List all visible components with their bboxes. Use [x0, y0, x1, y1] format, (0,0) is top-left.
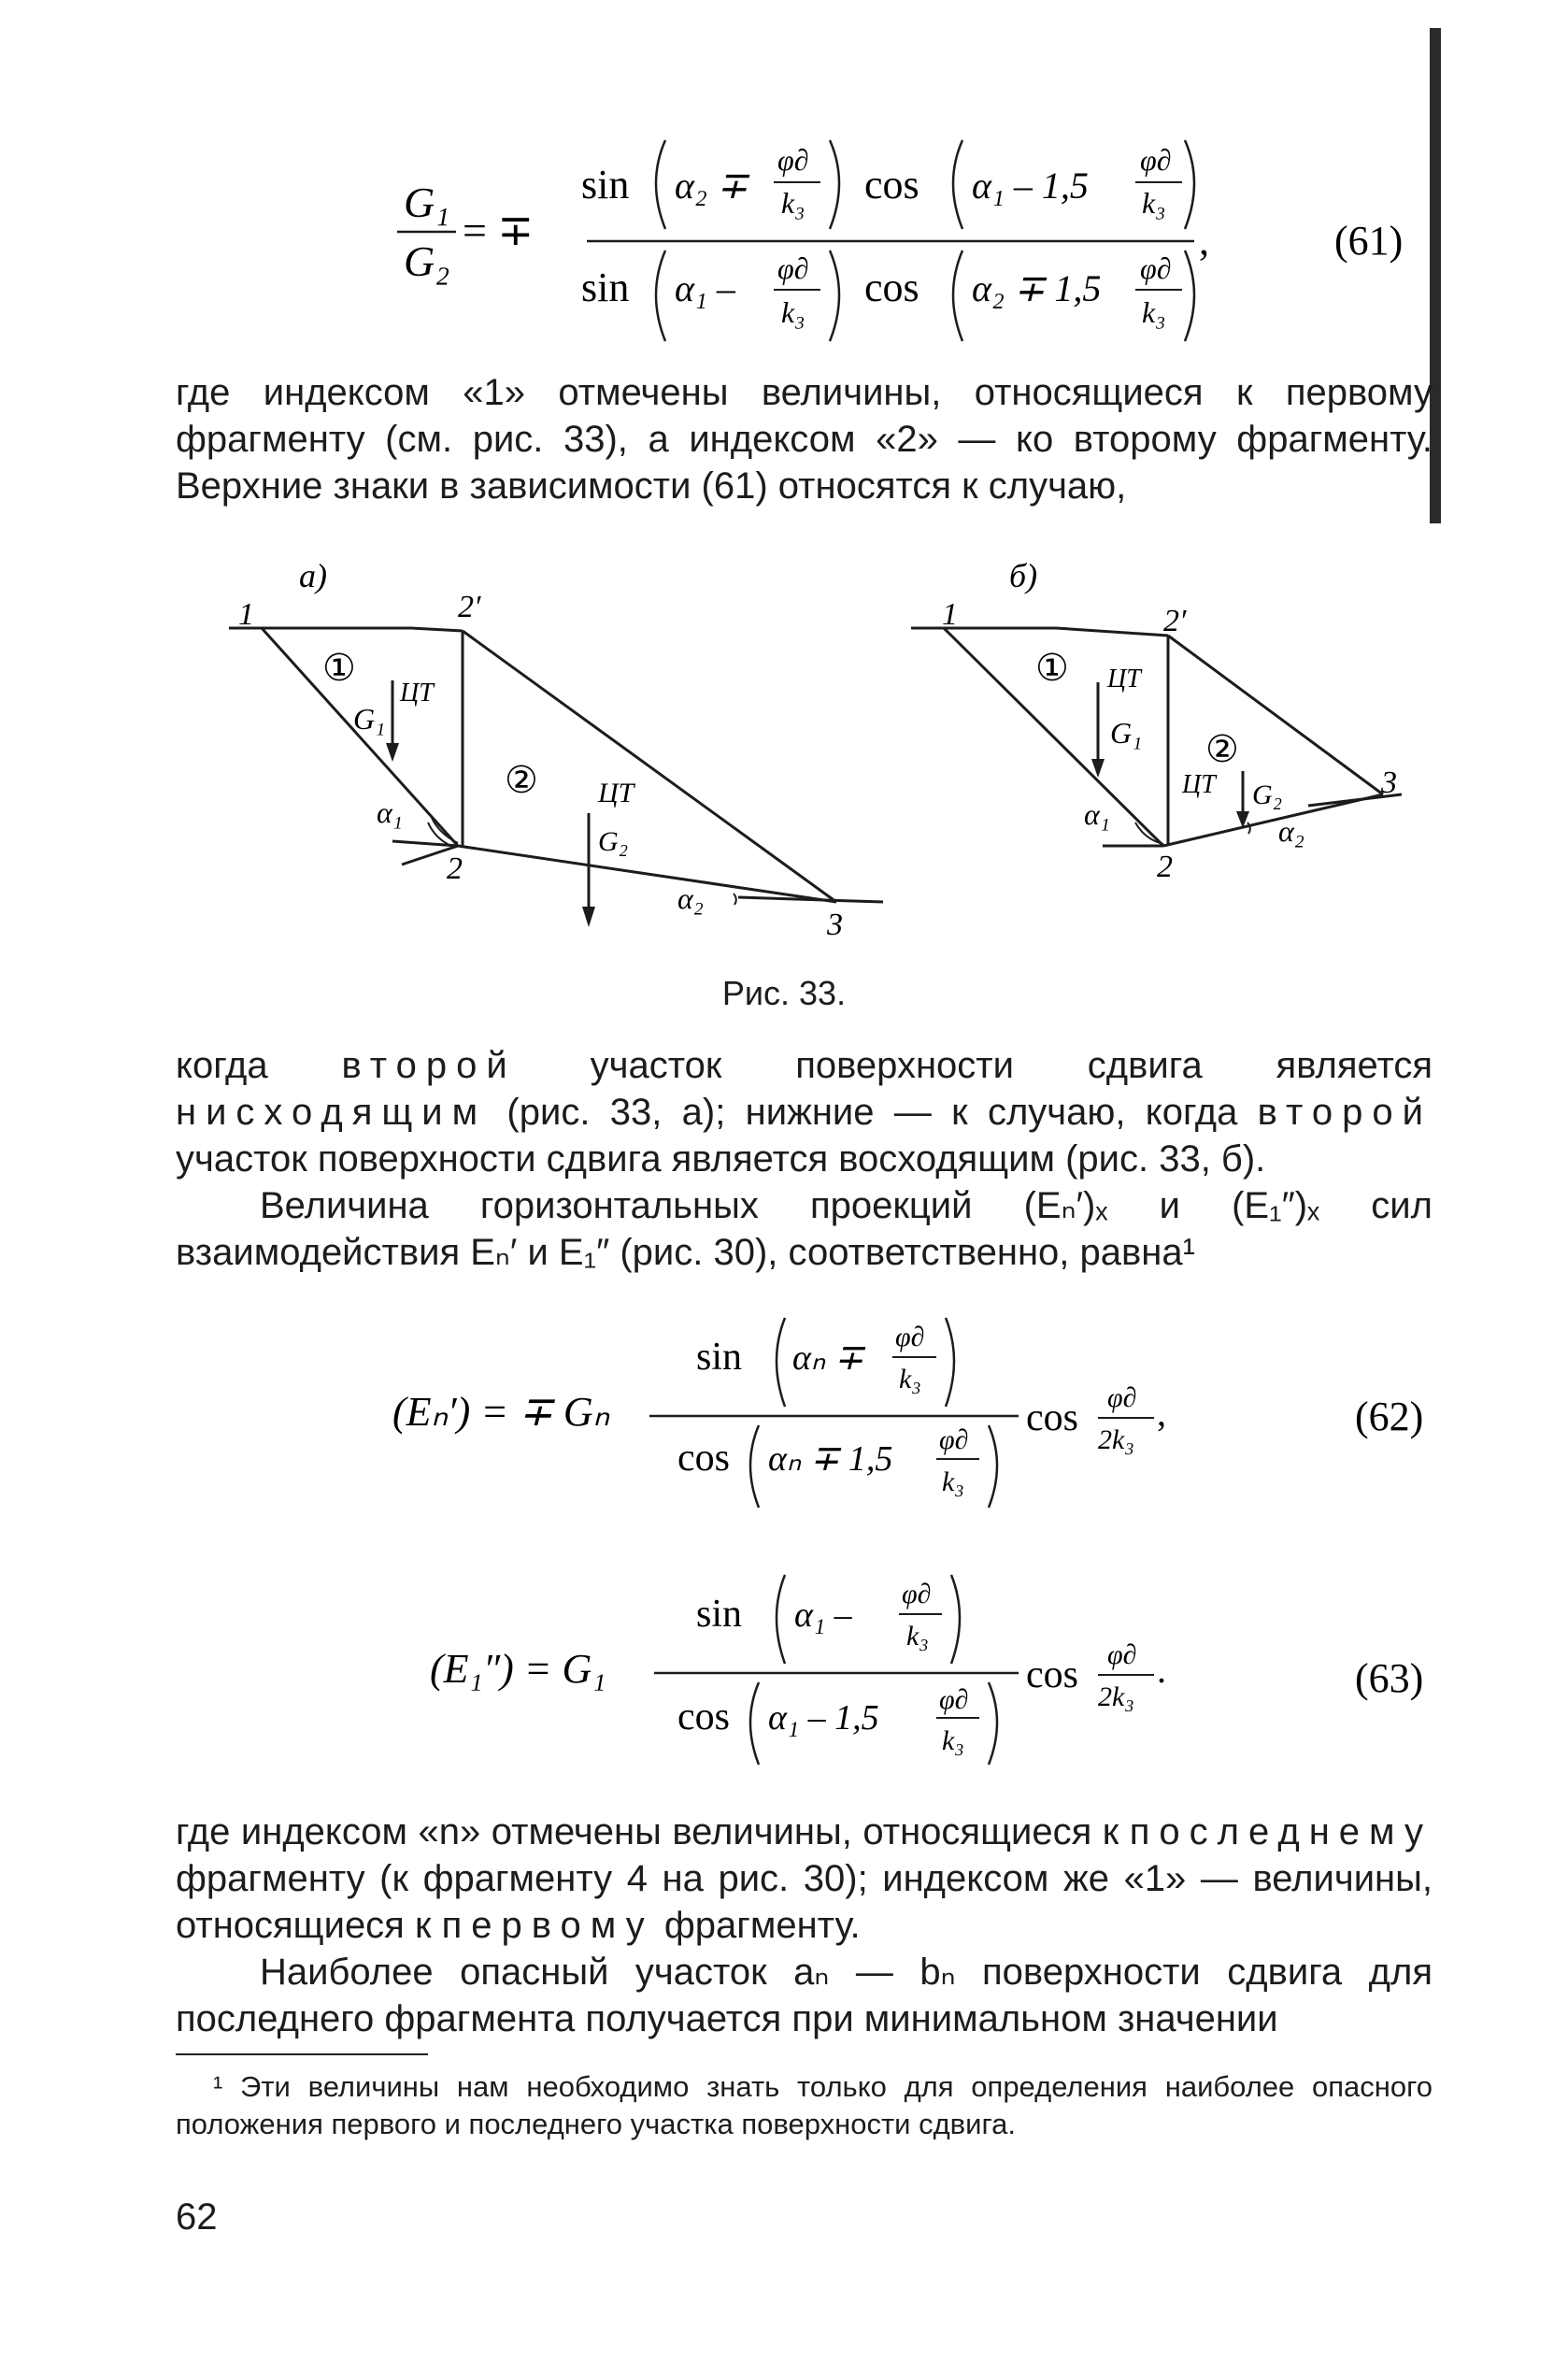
eq63-den-cos-arg: α₁ – 1,5: [768, 1698, 879, 1738]
fig-b-point-2: 2: [1157, 850, 1173, 884]
p4-part-d: первому: [441, 1905, 654, 1946]
eq61-phi-2: φ∂: [1140, 143, 1172, 177]
fig-a-point-2prime: 2′: [458, 590, 481, 624]
eq61-den-sin-arg: α₁ –: [675, 267, 735, 309]
fig-a-point-1: 1: [238, 597, 254, 632]
eq61-phi-4: φ∂: [1140, 251, 1172, 285]
paragraph-5: [176, 1949, 1433, 2042]
eq63-tail-den: 2k₃: [1098, 1681, 1134, 1712]
eq62-tail-phi: φ∂: [1107, 1382, 1137, 1413]
p2-part-c: участок поверхности сдвига является: [516, 1045, 1433, 1086]
fig-panel-b-label: б): [1009, 557, 1038, 594]
fig-a-g1: G₁: [353, 702, 386, 736]
equation-63: [0, 1561, 1568, 1766]
fig-b-g2: G₂: [1252, 779, 1283, 810]
fig-b-point-2prime: 2′: [1163, 604, 1187, 638]
fig-b-fragment-2: ②: [1205, 728, 1239, 770]
eq62-den-cos: cos: [677, 1437, 730, 1480]
eq61-k-3: k₃: [781, 295, 805, 329]
paragraph-1: [176, 369, 1433, 509]
equation-62: [0, 1304, 1568, 1509]
eq62-k-1: k₃: [899, 1364, 921, 1394]
fig-a-fragment-1: ①: [322, 647, 356, 689]
p2-part-g: участок поверхности сдвига является восходящим (рис. 33, б).: [176, 1138, 1266, 1180]
eq62-phi-1: φ∂: [895, 1322, 925, 1352]
fig-b-g1: G₁: [1110, 716, 1143, 750]
paragraph-3: [176, 1182, 1433, 1276]
paragraph-1-text: где индексом «1» отмечены величины, относящиеся к первому фрагменту (см. рис. 33), а индексом «2» — ко второму фрагменту. Верхние знаки в зависимости (61) относятся к случаю,: [176, 372, 1433, 507]
fig-b-ct-1: ЦТ: [1107, 665, 1141, 694]
fig-b-alpha1: α₁: [1084, 797, 1110, 831]
eq63-phi-2: φ∂: [939, 1684, 969, 1715]
eq61-number: (61): [1334, 218, 1404, 264]
eq61-den-sin: sin: [581, 265, 630, 310]
eq61-phi-3: φ∂: [777, 251, 809, 285]
eq61-den-cos-arg: α₂ ∓ 1,5: [972, 267, 1102, 309]
eq62-den-cos-arg: αₙ ∓ 1,5: [768, 1439, 893, 1479]
fig-b-point-1: 1: [942, 597, 958, 632]
footnote-text: ¹ Эти величины нам необходимо знать только для определения наиболее опасного положения первого и последнего участка поверхности сдвига.: [176, 2070, 1433, 2140]
eq63-den-cos: cos: [677, 1695, 730, 1738]
p4-part-c: фрагменту (к фрагменту 4 на рис. 30); индексом же «1» — величины, относящиеся к: [176, 1858, 1433, 1946]
paragraph-3-text: Величина горизонтальных проекций (Eₙ′)ₓ и (E₁″)ₓ сил взаимодействия Eₙ′ и E₁″ (рис. 30), соответственно, равна¹: [176, 1185, 1433, 1273]
fig-a-point-3: 3: [827, 908, 843, 942]
fig-panel-a-label: а): [299, 557, 327, 594]
fig-a-ct-1: ЦТ: [400, 679, 434, 708]
eq63-tail-phi: φ∂: [1107, 1639, 1137, 1670]
p2-part-e: (рис. 33, а); нижние — к случаю, когда: [487, 1092, 1258, 1133]
eq62-num-sin: sin: [696, 1336, 743, 1379]
eq63-number: (63): [1355, 1655, 1424, 1701]
p2-part-a: когда: [176, 1045, 342, 1086]
figure-33: [0, 542, 1568, 981]
eq61-num-cos: cos: [864, 162, 919, 207]
fig-b-point-3: 3: [1381, 765, 1397, 800]
eq61-num-sin-arg: α₂ ∓: [675, 164, 748, 207]
paragraph-4: [176, 1809, 1433, 1949]
footnote-rule: [176, 2053, 428, 2055]
fig-a-g2: G₂: [598, 826, 629, 857]
p4-part-a: где индексом «n» отмечены величины, относящиеся к: [176, 1811, 1130, 1852]
eq61-k-4: k₃: [1142, 295, 1166, 329]
eq63-num-sin-arg: α₁ –: [794, 1595, 852, 1635]
eq61-sign: = ∓: [463, 207, 534, 254]
eq61-num-cos-arg: α₁ – 1,5: [972, 164, 1089, 207]
paragraph-5-text: Наиболее опасный участок aₙ — bₙ поверхности сдвига для последнего фрагмента получается при минимальном значении: [176, 1952, 1433, 2039]
eq63-k-2: k₃: [942, 1725, 964, 1756]
paragraph-2: [176, 1042, 1433, 1182]
eq62-k-2: k₃: [942, 1466, 964, 1497]
eq63-k-1: k₃: [906, 1621, 929, 1652]
p2-part-d: нисходящим: [176, 1092, 488, 1133]
svg-text:,: ,: [1157, 1392, 1166, 1434]
eq61-num-sin: sin: [581, 162, 630, 207]
figure-caption: Рис. 33.: [721, 974, 847, 1012]
eq62-tail-den: 2k₃: [1098, 1424, 1134, 1455]
eq62-number: (62): [1355, 1394, 1424, 1439]
p2-part-f: второй: [1257, 1092, 1433, 1133]
svg-text:,: ,: [1199, 218, 1209, 264]
fig-a-alpha2: α₂: [677, 881, 704, 915]
svg-text:.: .: [1157, 1649, 1166, 1691]
fig-a-alpha1: α₁: [377, 795, 403, 829]
eq61-k-1: k₃: [781, 186, 805, 220]
eq61-phi-1: φ∂: [777, 143, 809, 177]
fig-a-point-2: 2: [447, 851, 463, 886]
equation-61-svg: [0, 0, 1568, 355]
fig-b-fragment-1: ①: [1035, 647, 1069, 689]
footnote: [176, 2068, 1433, 2143]
eq62-tail-cos: cos: [1026, 1396, 1078, 1439]
eq63-tail-cos: cos: [1026, 1653, 1078, 1696]
eq61-lhs-num: G₁: [404, 179, 450, 226]
eq63-num-sin: sin: [696, 1593, 743, 1636]
fig-b-alpha2: α₂: [1278, 814, 1304, 848]
p2-part-b: второй: [341, 1045, 517, 1086]
page-number: 62: [176, 2196, 218, 2238]
p4-part-e: фрагменту.: [653, 1905, 861, 1946]
eq63-phi-1: φ∂: [902, 1579, 932, 1609]
fig-a-fragment-2: ②: [505, 759, 538, 801]
eq62-lhs: (Eₙ′) = ∓ Gₙ: [392, 1389, 610, 1435]
eq61-lhs-den: G₂: [404, 237, 450, 285]
eq61-k-2: k₃: [1142, 186, 1166, 220]
fig-a-ct-2: ЦТ: [598, 778, 634, 808]
eq62-num-sin-arg: αₙ ∓: [792, 1338, 864, 1378]
eq62-phi-2: φ∂: [939, 1424, 969, 1455]
eq63-lhs: (E₁″) = G₁: [430, 1646, 606, 1692]
p4-part-b: последнему: [1129, 1811, 1433, 1852]
eq61-den-cos: cos: [864, 265, 919, 310]
fig-b-ct-2: ЦТ: [1182, 770, 1216, 799]
